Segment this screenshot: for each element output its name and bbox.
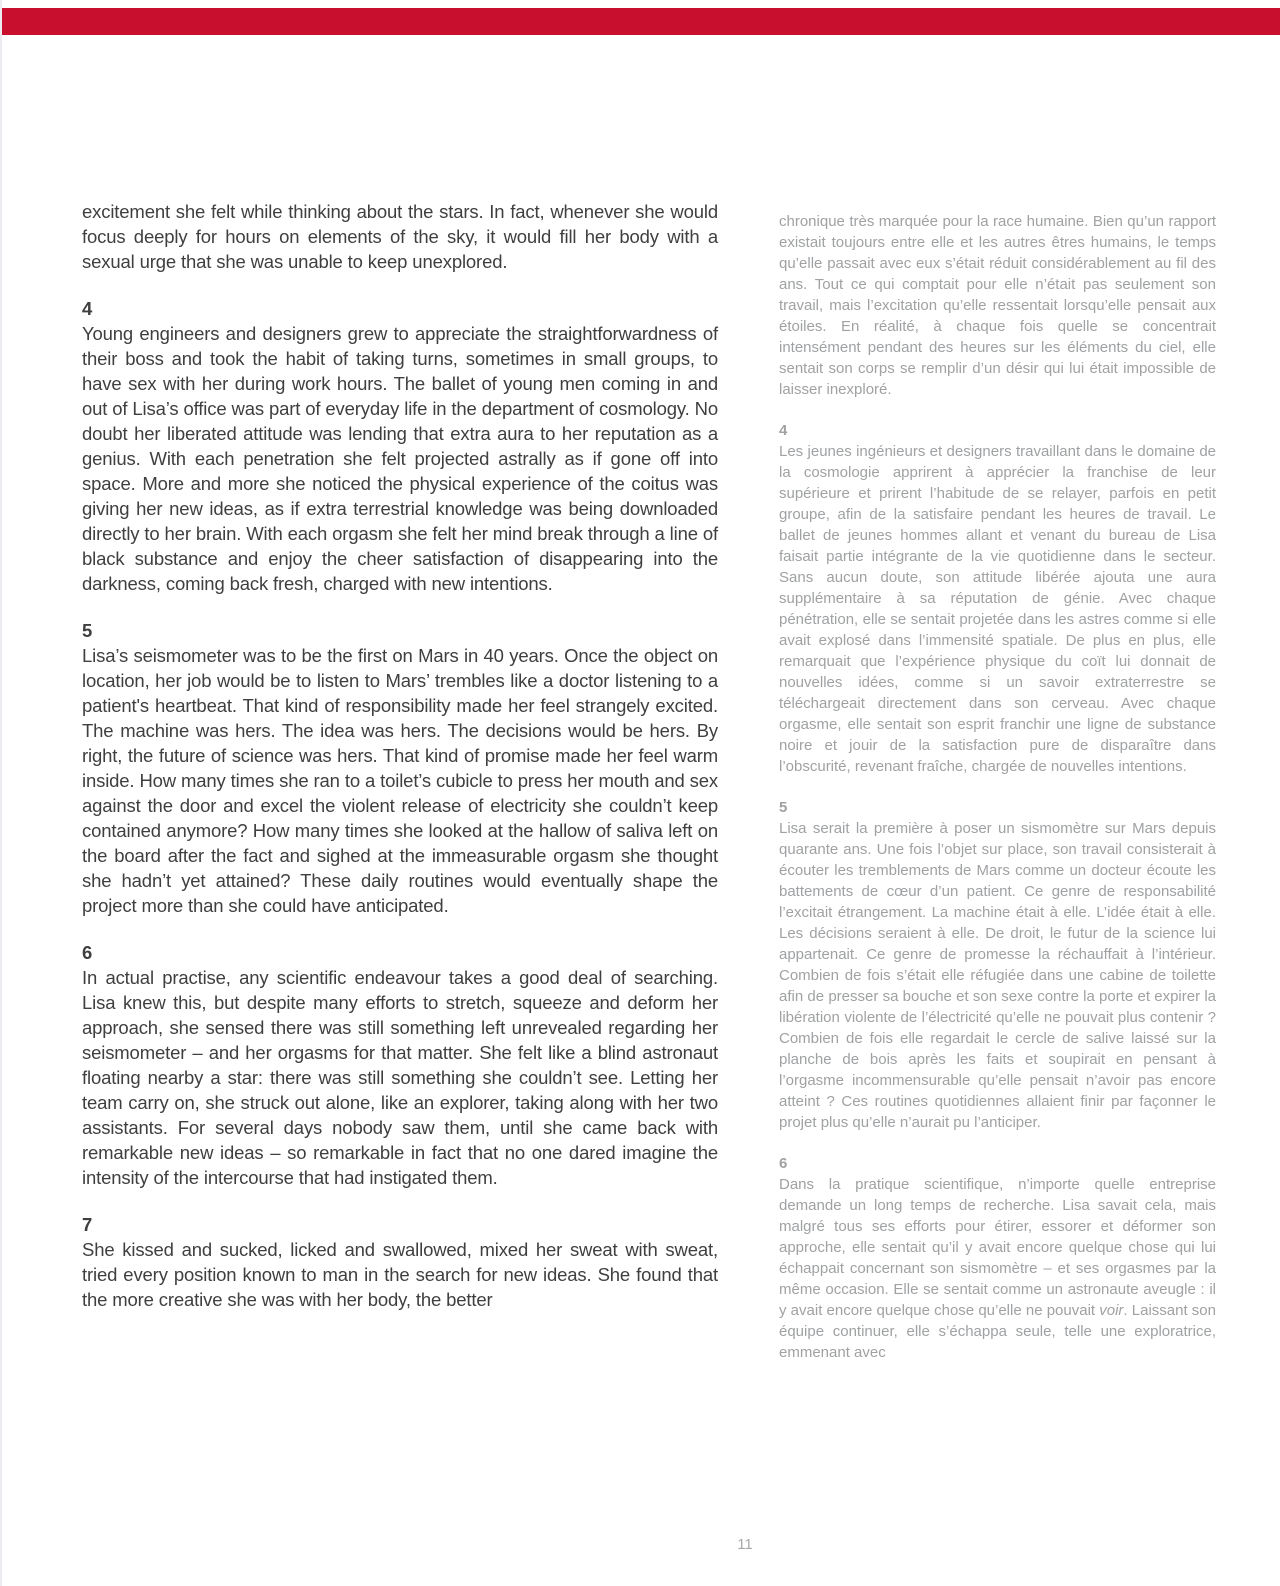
paragraph-text: Dans la pratique scientifique, n’importe quelle entreprise demande un long temps de recherche. Lisa savait cela, mais malgré tous ses efforts pour étirer, essorer et déformer son approche, elle sentait qu’il y avait encore quelque chose qui lui échappait concernant son sismomètre – et ses orgasmes par la même occasion. Elle se sentait comme un astronaute aveugle : il y avait encore quelque chose qu’elle ne pouvait — [779, 1176, 1216, 1319]
section-number: 6 — [779, 1155, 788, 1172]
italic-word: voir — [1099, 1302, 1124, 1319]
page-number: 11 — [737, 1536, 753, 1553]
section-number: 5 — [779, 799, 788, 816]
english-section-4 — [82, 296, 718, 596]
french-section-4 — [779, 420, 1216, 777]
section-paragraph: Les jeunes ingénieurs et designers travaillant dans le domaine de la cosmologie apprirent à apprécier la franchise de leur supérieure et prirent l’habitude de se relayer, parfois en petit groupe, afin de la satisfaire pendant les heures de travail. Le ballet de jeunes hommes allant et venant du bureau de Lisa faisait partie intégrante de la vie quotidienne dans le secteur. Sans aucun doute, son attitude libérée ajouta une aura supplémentaire à sa réputation de génie. Avec chaque pénétration, elle se sentait projetée dans les astres comme si elle avait explosé dans l’immensité spatiale. De plus en plus, elle remarquait que l’expérience physique du coït lui donnait de nouvelles idées, comme si un savoir extraterrestre se téléchargeait directement dans son cerveau. Avec chaque orgasme, elle sentait son esprit franchir une ligne de substance noire et jouir de la satisfaction pure de disparaître dans l’obscurité, revenant fraîche, chargée de nouvelles intentions. — [779, 443, 1216, 775]
english-section-7 — [82, 1212, 718, 1312]
section-paragraph: In actual practise, any scientific endeavour takes a good deal of searching. Lisa knew this, but despite many efforts to stretch, squeeze and deform her approach, she sensed there was still something left unrevealed regarding her seismometer – and her orgasms for that matter. She felt like a blind astronaut floating nearby a star: there was still something she couldn’t see. Letting her team carry on, she struck out alone, like an explorer, taking along with her two assistants. For several days nobody saw them, until she came back with remarkable new ideas – so remarkable in fact that no one dared imagine the intensity of the intercourse that had instigated them. — [82, 967, 718, 1188]
section-number: 4 — [82, 298, 93, 319]
top-accent-bar — [0, 8, 1280, 35]
section-paragraph: Young engineers and designers grew to appreciate the straightforwardness of their boss and took the habit of taking turns, sometimes in small groups, to have sex with her during work hours. The ballet of young men coming in and out of Lisa’s office was part of everyday life in the department of cosmology. No doubt her liberated attitude was lending that extra aura to her reputation as a genius. With each penetration she felt projected astrally as if gone off into space. More and more she noticed the physical experience of the coitus was giving her new ideas, as if extra terrestrial knowledge was being downloaded directly to her brain. With each orgasm she felt her mind break through a line of black substance and enjoy the cheer satisfaction of disappearing into the darkness, coming back fresh, charged with new intentions. — [82, 323, 718, 594]
english-section-5 — [82, 618, 718, 918]
section-paragraph: Lisa serait la première à poser un sismomètre sur Mars depuis quarante ans. Une fois l’objet sur place, son travail consisterait à écouter les tremblements de Mars comme un docteur écoute les battements de cœur d’un patient. Ce genre de responsabilité l’excitait étrangement. La machine était à elle. L’idée était à elle. Les décisions seraient à elle. De droit, le futur de la science lui appartenait. Ce genre de promesse la réchauffait à l’intérieur. Combien de fois s’était elle réfugiée dans une cabine de toilette afin de presser sa bouche et son sexe contre la porte et expirer la libération violente de l’électricité qu’elle ne pouvait plus contenir ? Combien de fois elle regardait le cercle de salive laissé sur la planche de bois après les faits et soupirait en pensant à l’orgasme incommensurable qu’elle pensait n’avoir pas encore atteint ? Ces routines quotidiennes allaient finir par façonner le projet plus qu’elle n’aurait pu l’anticiper. — [779, 820, 1216, 1131]
section-paragraph: Lisa’s seismometer was to be the first on Mars in 40 years. Once the object on location, her job would be to listen to Mars’ trembles like a doctor listening to a patient's heartbeat. That kind of responsibility made her feel strangely excited. The machine was hers. The idea was hers. The decisions would be hers. By right, the future of science was hers. That kind of promise made her feel warm inside. How many times she ran to a toilet’s cubicle to press her mouth and sex against the door and excel the violent release of electricity she couldn’t keep contained anymore? How many times she looked at the hallow of saliva left on the board after the fact and sighed at the immeasurable orgasm she thought she hadn’t yet attained? These daily routines would eventually shape the project more than she could have anticipated. — [82, 645, 718, 916]
section-paragraph — [779, 1174, 1216, 1363]
french-column — [779, 211, 1216, 1363]
paragraph-text: . Laissant son équipe continuer, elle s’échappa seule, telle une exploratrice, emmenant avec — [779, 1302, 1216, 1361]
english-column — [82, 199, 718, 1312]
english-intro-paragraph: excitement she felt while thinking about the stars. In fact, whenever she would focus deeply for hours on elements of the sky, it would fill her body with a sexual urge that she was unable to keep unexplored. — [82, 201, 718, 272]
page-left-edge — [0, 0, 2, 1586]
french-intro-paragraph: chronique très marquée pour la race humaine. Bien qu’un rapport existait toujours entre elle et les autres êtres humains, le temps qu’elle passait avec eux s’était réduit considérablement au fil des ans. Tout ce qui comptait pour elle n’était pas seulement son travail, mais l’excitation qu’elle ressentait lorsqu’elle pensait aux étoiles. En réalité, à chaque fois quelle se concentrait intensément pendant des heures sur les éléments du ciel, elle sentait son corps se remplir d’un désir qui lui était impossible de laisser inexploré. — [779, 213, 1216, 398]
section-number: 5 — [82, 620, 93, 641]
english-section-6 — [82, 940, 718, 1190]
french-section-6 — [779, 1153, 1216, 1363]
section-number: 4 — [779, 422, 788, 439]
section-paragraph: She kissed and sucked, licked and swallowed, mixed her sweat with sweat, tried every position known to man in the search for new ideas. She found that the more creative she was with her body, the better — [82, 1239, 718, 1310]
section-number: 6 — [82, 942, 93, 963]
french-section-5 — [779, 797, 1216, 1133]
section-number: 7 — [82, 1214, 93, 1235]
